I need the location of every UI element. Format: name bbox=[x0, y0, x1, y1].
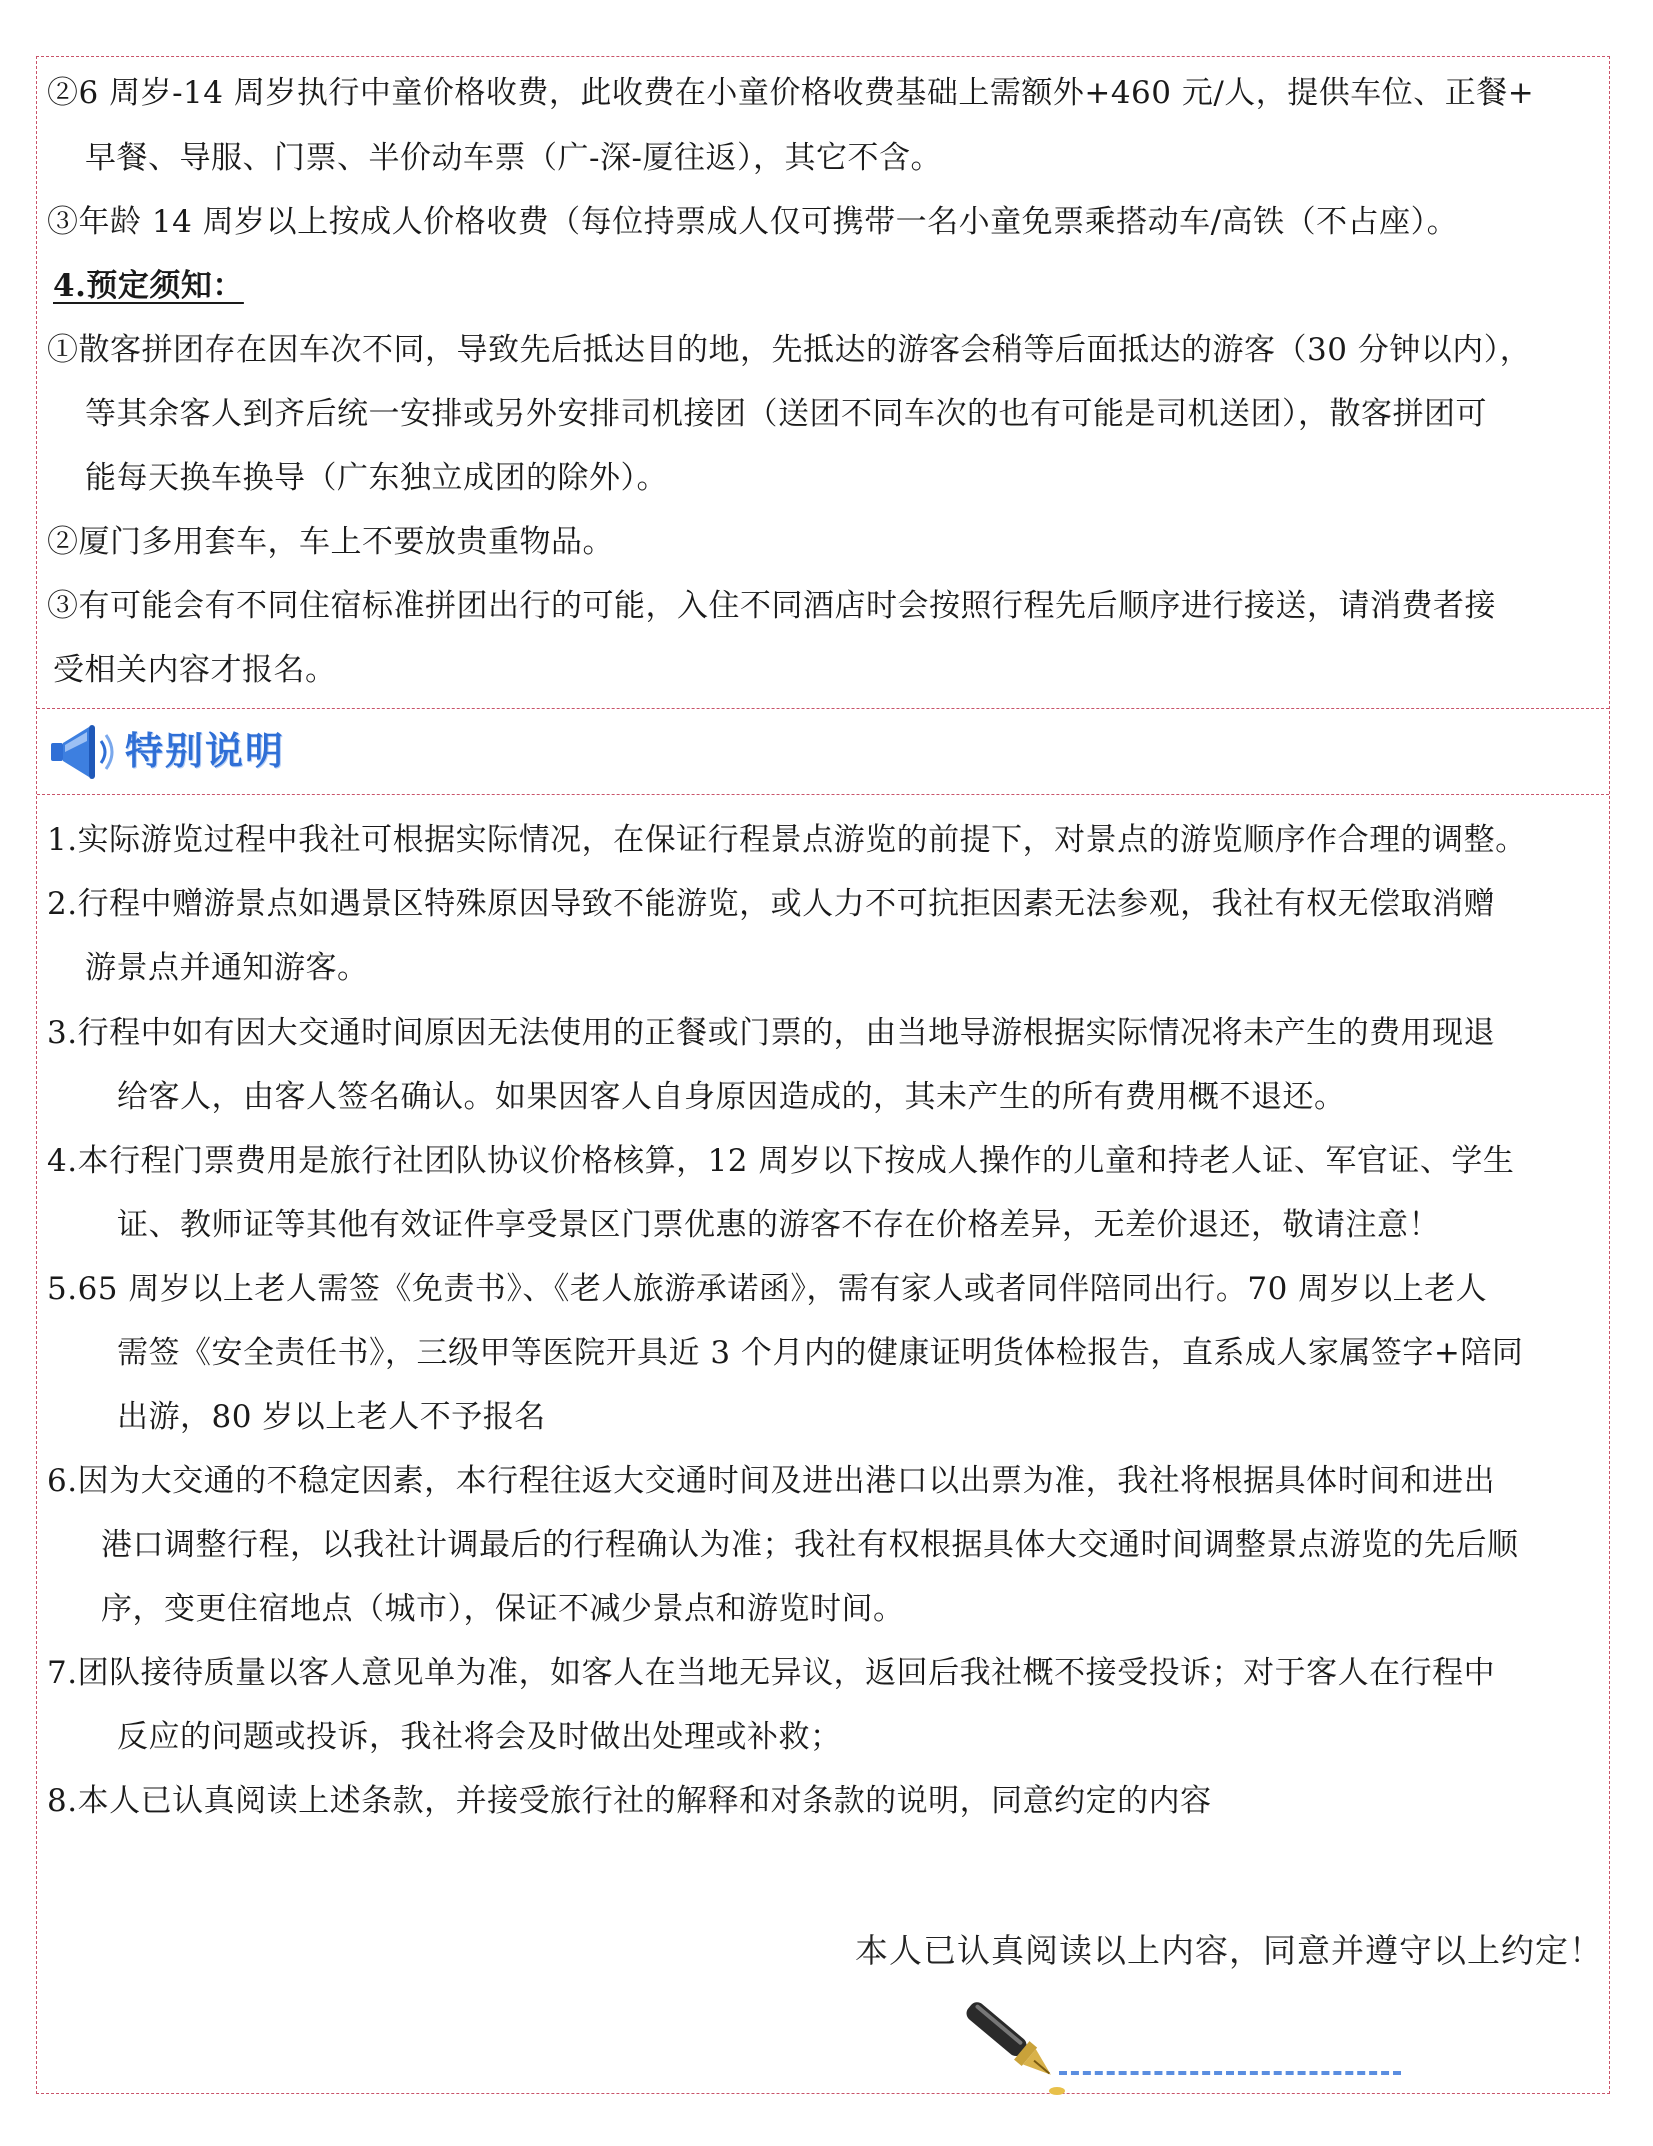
special-notes-header bbox=[37, 709, 1609, 795]
list-item-continued: 给客人，由客人签名确认。如果因客人自身原因造成的，其未产生的所有费用概不退还。 bbox=[117, 1079, 1346, 1115]
page-frame bbox=[36, 56, 1610, 2094]
pen-icon bbox=[945, 1991, 1085, 2101]
special-notes-section bbox=[37, 795, 1609, 2095]
list-item: 5.65 周岁以上老人需签《免责书》、《老人旅游承诺函》，需有家人或者同伴陪同出行。70 周岁以上老人 bbox=[47, 1271, 1488, 1307]
list-item-continued: 序，变更住宿地点（城市），保证不减少景点和游览时间。 bbox=[101, 1591, 905, 1627]
text-line: ②厦门多用套车，车上不要放贵重物品。 bbox=[47, 524, 614, 560]
special-notes-title: 特别说明 bbox=[125, 729, 286, 773]
list-item: 4.本行程门票费用是旅行社团队协议价格核算，12 周岁以下按成人操作的儿童和持老人证、军官证、学生 bbox=[47, 1143, 1515, 1179]
list-item-continued: 港口调整行程，以我社计调最后的行程确认为准；我社有权根据具体大交通时间调整景点游览的先后顺 bbox=[101, 1527, 1519, 1563]
section-heading: 4.预定须知： bbox=[53, 268, 244, 304]
megaphone-icon bbox=[49, 719, 119, 783]
text-line: 能每天换车换导（广东独立成团的除外）。 bbox=[85, 460, 668, 496]
text-line: 早餐、导服、门票、半价动车票（广-深-厦往返），其它不含。 bbox=[85, 140, 942, 176]
list-item-continued: 游景点并通知游客。 bbox=[85, 950, 369, 986]
text-line: ②6 周岁-14 周岁执行中童价格收费，此收费在小童价格收费基础上需额外+460 元/人，提供车位、正餐+ bbox=[47, 75, 1535, 111]
list-item: 8.本人已认真阅读上述条款，并接受旅行社的解释和对条款的说明，同意约定的内容 bbox=[47, 1783, 1212, 1819]
list-item: 7.团队接待质量以客人意见单为准，如客人在当地无异议，返回后我社概不接受投诉；对于客人在行程中 bbox=[47, 1655, 1496, 1691]
text-line: 等其余客人到齐后统一安排或另外安排司机接团（送团不同车次的也有可能是司机送团），散客拼团可 bbox=[85, 396, 1487, 432]
booking-notes-section bbox=[37, 57, 1609, 709]
text-line: 受相关内容才报名。 bbox=[53, 652, 337, 688]
text-line: ①散客拼团存在因车次不同，导致先后抵达目的地，先抵达的游客会稍等后面抵达的游客（30 分钟以内）， bbox=[47, 332, 1532, 368]
list-item: 2.行程中赠游景点如遇景区特殊原因导致不能游览，或人力不可抗拒因素无法参观，我社有权无偿取消赠 bbox=[47, 886, 1496, 922]
signature-line[interactable] bbox=[1059, 2071, 1401, 2075]
list-item: 6.因为大交通的不稳定因素，本行程往返大交通时间及进出港口以出票为准，我社将根据具体时间和进出 bbox=[47, 1463, 1496, 1499]
text-line: ③年龄 14 周岁以上按成人价格收费（每位持票成人仅可携带一名小童免票乘搭动车/高铁（不占座）。 bbox=[47, 204, 1459, 240]
list-item-continued: 出游，80 岁以上老人不予报名 bbox=[117, 1399, 546, 1435]
list-item-continued: 证、教师证等其他有效证件享受景区门票优惠的游客不存在价格差异，无差价退还，敬请注意！ bbox=[117, 1207, 1440, 1243]
list-item: 1.实际游览过程中我社可根据实际情况，在保证行程景点游览的前提下，对景点的游览顺序作合理的调整。 bbox=[47, 822, 1527, 858]
list-item: 3.行程中如有因大交通时间原因无法使用的正餐或门票的，由当地导游根据实际情况将未产生的费用现退 bbox=[47, 1015, 1496, 1051]
agreement-text: 本人已认真阅读以上内容，同意并遵守以上约定！ bbox=[855, 1931, 1603, 1970]
list-item-continued: 需签《安全责任书》，三级甲等医院开具近 3 个月内的健康证明货体检报告，直系成人家属签字+陪同 bbox=[117, 1335, 1524, 1371]
list-item-continued: 反应的问题或投诉，我社将会及时做出处理或补救； bbox=[117, 1719, 842, 1755]
text-line: ③有可能会有不同住宿标准拼团出行的可能，入住不同酒店时会按照行程先后顺序进行接送，请消费者接 bbox=[47, 588, 1496, 624]
